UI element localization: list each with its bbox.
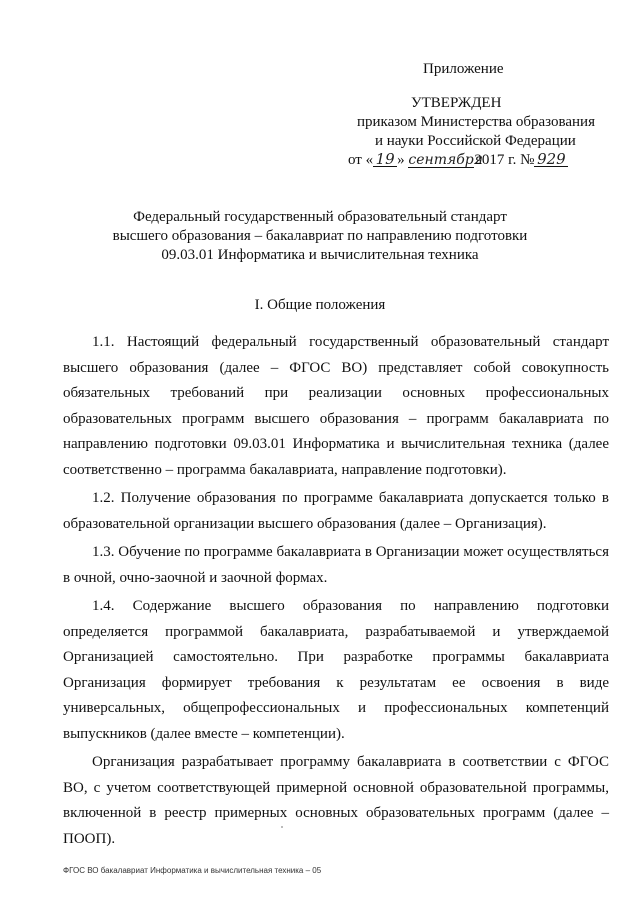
paragraph-organization: Организация разрабатывает программу бакалавриата в соответствии с ФГОС ВО, с учетом соответствующей примерной основной образовательной программы, включенной в реестр примерных основных образовательных программ (далее – ПООП). [63,754,609,847]
standard-title [0,208,640,265]
order-year-text: 2017 г. № [474,152,535,168]
page-footer: ФГОС ВО бакалавриат Информатика и вычислительная техника – 05 [63,866,322,875]
section-heading: I. Общие положения [254,297,386,313]
order-from-text: от « [348,152,374,168]
appendix-label: Приложение [423,61,504,77]
paragraph-1-2: 1.2. Получение образования по программе бакалавриата допускается только в образовательной организации высшего образования (далее – Организация). [63,490,609,532]
approved-label: УТВЕРЖДЕН [411,95,502,111]
paragraph-1-3: 1.3. Обучение по программе бакалавриата в Организации может осуществляться в очной, очно-заочной и заочной формах. [63,544,609,586]
handwritten-month: сентября [408,152,484,168]
order-mid-text: » [397,152,405,168]
standard-title-line-3: 09.03.01 Информатика и вычислительная техника [161,247,479,263]
order-date-line [348,152,568,169]
handwritten-order-number: 929 [534,152,568,167]
paragraph-1-1: 1.1. Настоящий федеральный государственный образовательный стандарт высшего образования (далее – ФГОС ВО) представляет собой совокупность обязательных требований при реализации основных профессиональных образовательных программ высшего образования – программ бакалавриата по направлению подготовки 09.03.01 Информатика и вычислительная техника (далее соответственно – программа бакалавриата, направление подготовки). [63,334,609,478]
order-line-1: приказом Министерства образования [357,114,595,130]
order-line-2: и науки Российской Федерации [375,133,576,149]
standard-title-line-2: высшего образования – бакалавриат по направлению подготовки [112,228,528,244]
scan-speck [281,826,283,828]
standard-title-line-1: Федеральный государственный образовательный стандарт [133,209,507,225]
paragraph-1-4: 1.4. Содержание высшего образования по направлению подготовки определяется программой бакалавриата, разрабатываемой и утверждаемой Организацией самостоятельно. При разработке программы бакалавриата Организация формирует требования к результатам ее освоения в виде универсальных, общепрофессиональных и профессиональных компетенций выпускников (далее вместе – компетенции). [63,598,609,742]
handwritten-day: 19 [373,152,397,167]
document-body [63,330,609,855]
